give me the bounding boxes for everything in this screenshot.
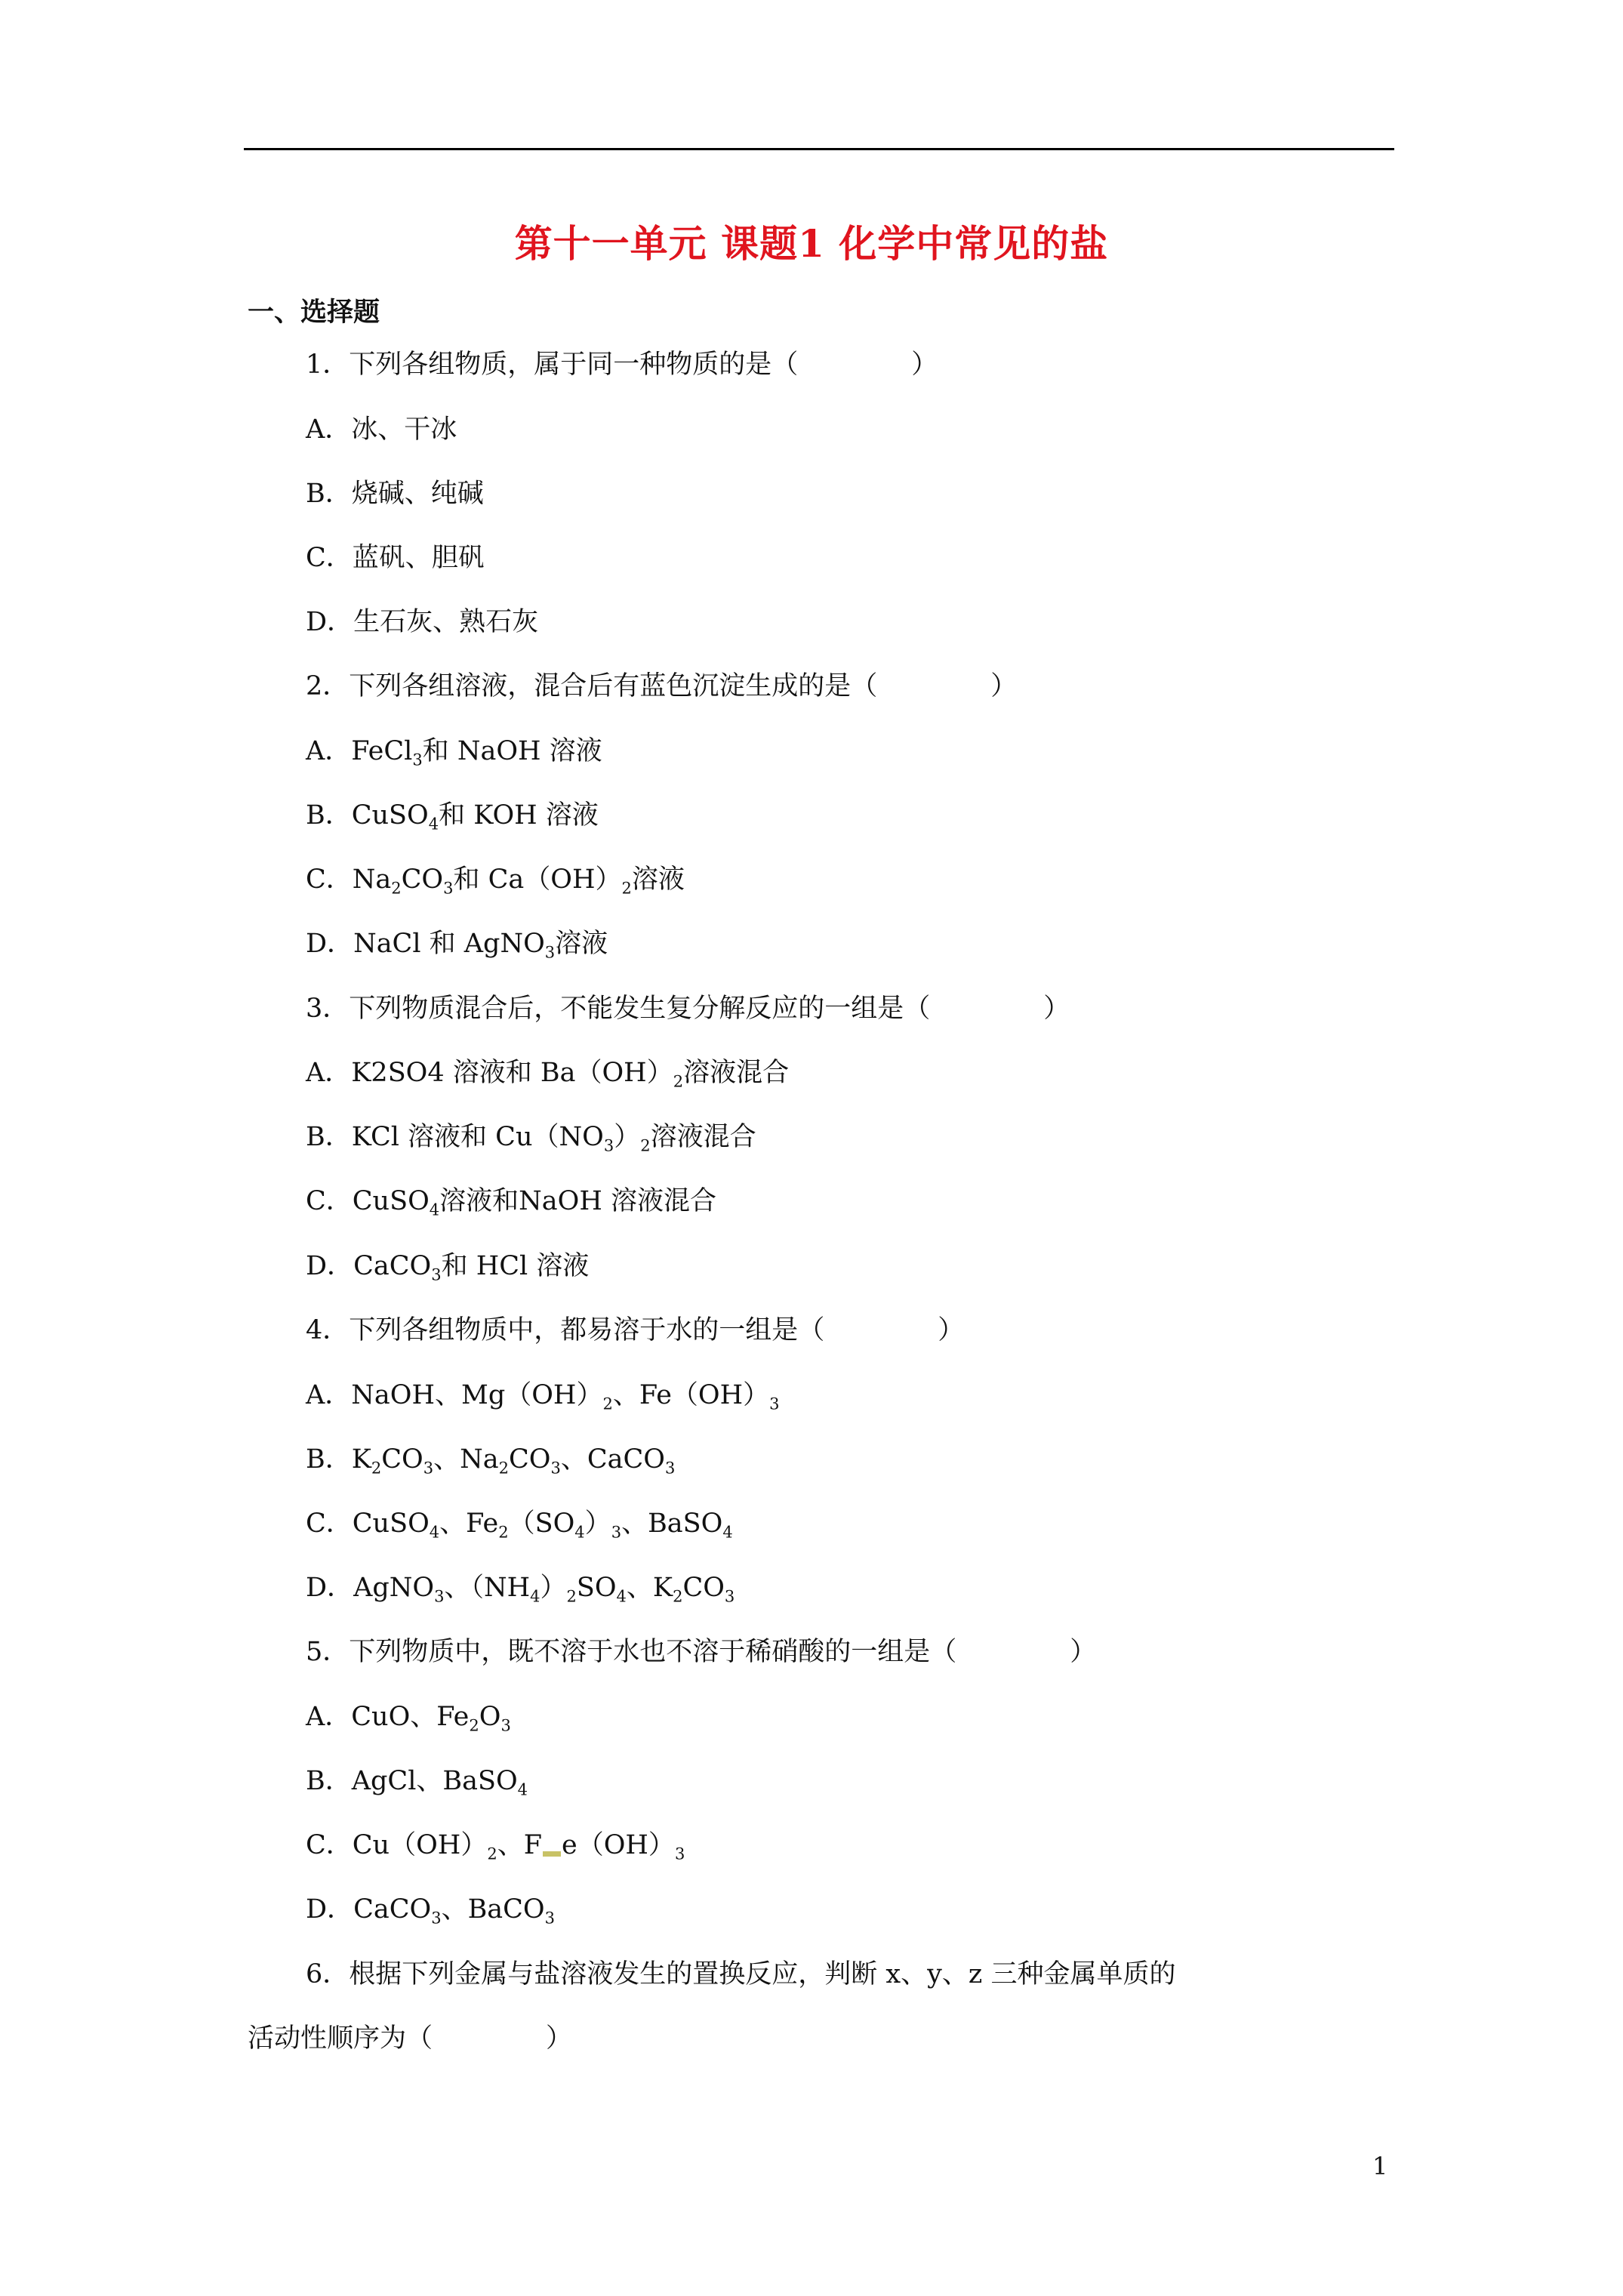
question-1-stem: 1．下列各组物质，属于同一种物质的是（ ） (306, 350, 938, 380)
q4-option-b: B．$K_2CO_3$、$Na_2CO_3$、CaCO$_3$ (306, 1444, 676, 1478)
header-rule (244, 148, 1394, 150)
q3-option-c: C．CuSO$_4$溶液和NaOH 溶液混合 (306, 1186, 716, 1219)
q1-option-c: C．蓝矾、胆矾 (306, 543, 485, 573)
q4-option-d: D．AgNO$_3$、$(NH_4)_2SO_4$、$K_2CO_3$ (306, 1573, 735, 1606)
q4-option-a: A．NaOH、$Mg(OH)_2$、$Fe(OH)_3$ (306, 1380, 780, 1413)
q4-option-c: C．CuSO$_4$、$Fe_2(SO_4)_3$、BaSO$_4$ (306, 1509, 733, 1542)
question-4-stem: 4．下列各组物质中，都易溶于水的一组是（ ） (306, 1315, 965, 1345)
page-number: 1 (1372, 2152, 1388, 2180)
q3-option-d: D．CaCO$_3$和 HCl 溶液 (306, 1251, 590, 1284)
q2-option-c: C．$Na_2CO_3$和 $Ca(OH)_2$溶液 (306, 864, 685, 898)
question-2-stem: 2．下列各组溶液，混合后有蓝色沉淀生成的是（ ） (306, 671, 1018, 701)
q5-option-c: C．$Cu(OH)_2$、F $e(OH)_3$ (306, 1830, 685, 1863)
q1-option-b: B．烧碱、纯碱 (306, 479, 484, 509)
q5-option-a: A．CuO、$Fe_2O_3$ (306, 1702, 511, 1735)
section-heading: 一、选择题 (248, 297, 380, 328)
q2-option-b: B．CuSO$_4$和 KOH 溶液 (306, 800, 599, 834)
question-6-stem-continued: 活动性顺序为（ ） (248, 2023, 573, 2054)
scan-artifact (543, 1851, 561, 1857)
q5-option-b: B．AgCl、BaSO$_4$ (306, 1766, 528, 1799)
q3-option-b: B．KCl 溶液和 $Cu(NO_3)_2$溶液混合 (306, 1122, 756, 1155)
page-title: 第十一单元 课题1 化学中常见的盐 (514, 221, 1109, 266)
question-6-stem: 6．根据下列金属与盐溶液发生的置换反应，判断 x、y、z 三种金属单质的 (306, 1959, 1176, 1989)
q2-option-a: A．FeCl$_3$和 NaOH 溶液 (306, 736, 602, 769)
q2-option-d: D．NaCl 和 AgNO$_3$溶液 (306, 929, 608, 962)
question-3-stem: 3．下列物质混合后，不能发生复分解反应的一组是（ ） (306, 994, 1070, 1024)
q5-option-d: D．CaCO$_3$、BaCO$_3$ (306, 1894, 555, 1928)
question-5-stem: 5．下列物质中，既不溶于水也不溶于稀硝酸的一组是（ ） (306, 1637, 1097, 1667)
q1-option-d: D．生石灰、熟石灰 (306, 607, 539, 637)
q3-option-a: A．K2SO4 溶液和 $Ba(OH)_2$溶液混合 (306, 1058, 790, 1091)
q1-option-a: A．冰、干冰 (306, 415, 457, 445)
